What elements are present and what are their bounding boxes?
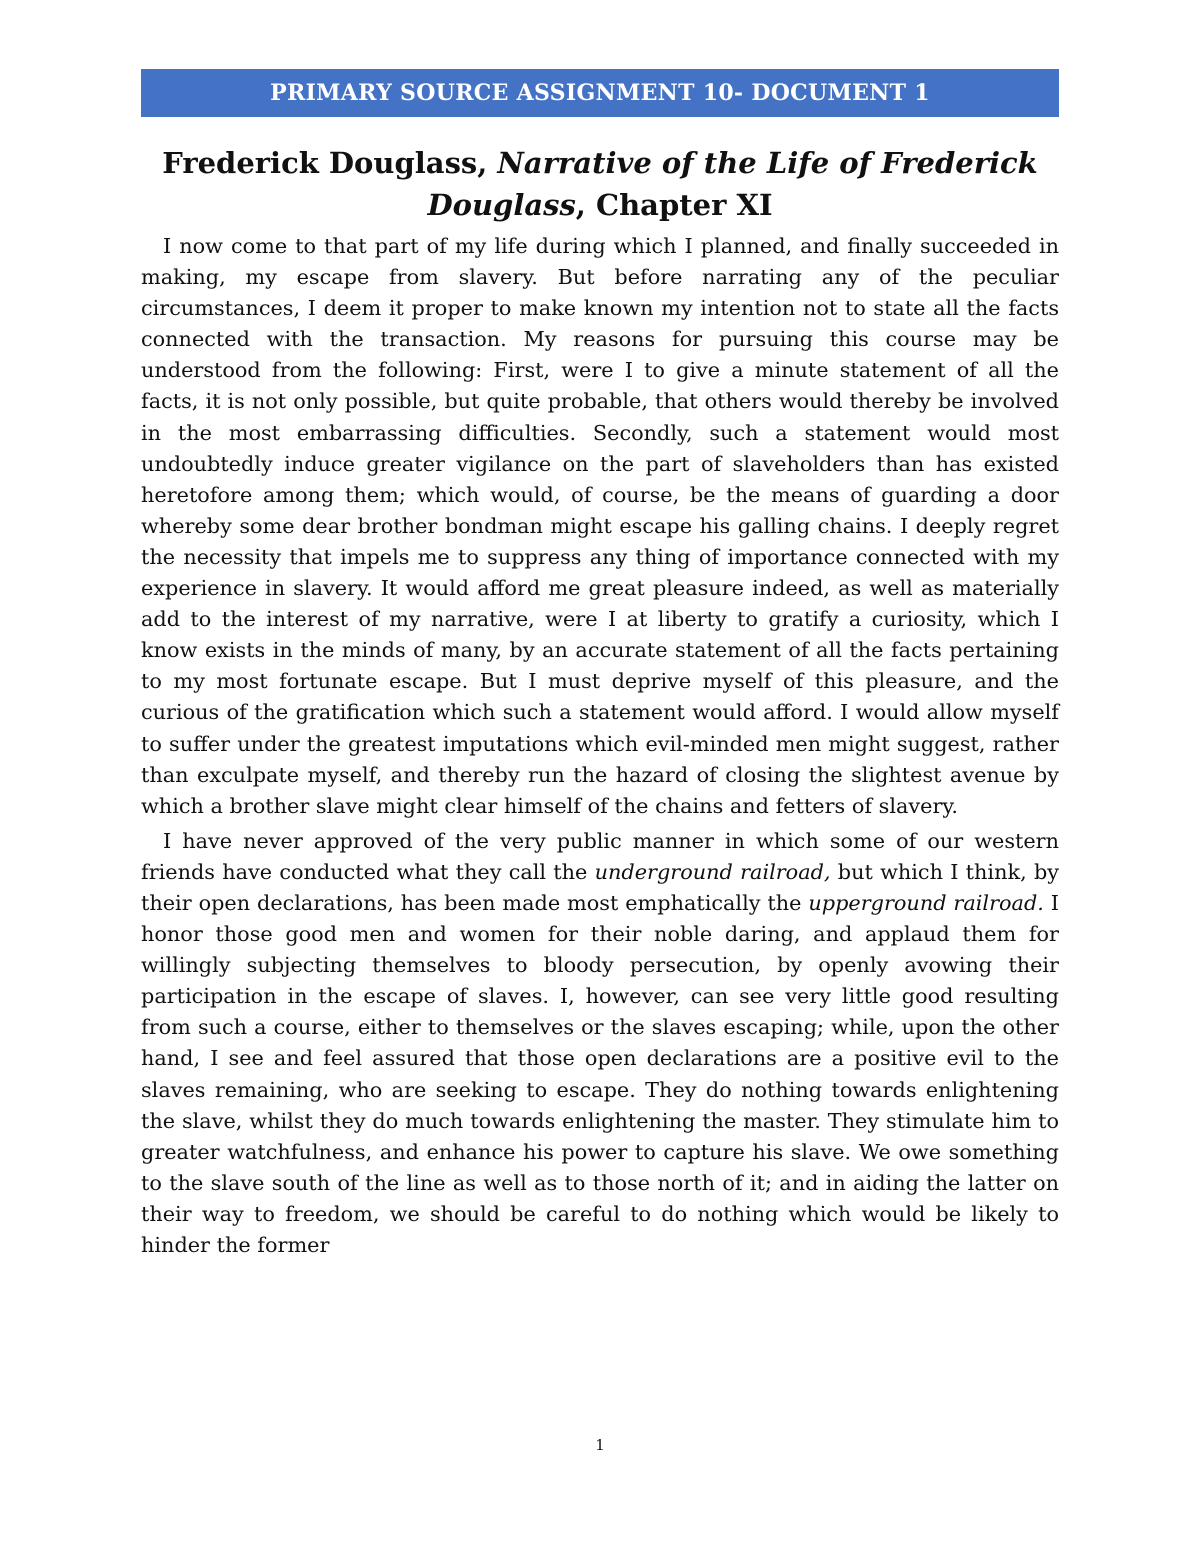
paragraph-1: I now come to that part of my life during which I planned, and finally succeeded in making, my escape from slavery. But before narrating any of the peculiar circumstances, I deem it proper to make known my intention not to state all the facts connected with the transaction. My reasons for pursuing this course may be understood from the following: First, were I to give a minute statement of all the facts, it is not only possible, but quite probable, that others would thereby be involved in the most embarrassing difficulties. Secondly, such a statement would most undoubtedly induce greater vigilance on the part of slaveholders than has existed heretofore among them; which would, of course, be the means of guarding a door whereby some dear brother bondman might escape his galling chains. I deeply regret the necessity that impels me to suppress any thing of importance connected with my experience in slavery. It would afford me great pleasure indeed, as well as materially add to the interest of my narrative, were I at liberty to gratify a curiosity, which I know exists in the minds of many, by an accurate statement of all the facts pertaining to my most fortunate escape. But I must deprive myself of this pleasure, and the curious of the gratification which such a statement would afford. I would allow myself to suffer under the greatest imputations which evil-minded men might suggest, rather than exculpate myself, and thereby run the hazard of closing the slightest avenue by which a brother slave might clear himself of the chains and fetters of slavery.	[141, 234, 1059, 818]
title-author: Frederick Douglass,	[162, 146, 498, 180]
title-separator: ,	[575, 188, 596, 222]
title-chapter: Chapter XI	[596, 188, 773, 222]
upperground-railroad-emphasis: upperground railroad.	[808, 890, 1044, 915]
paragraph-2-part-1: I have never approved of the very public manner in which some of our western friends have conducted what they call the	[141, 828, 1059, 884]
paragraph-2	[141, 826, 1059, 1261]
document-title	[141, 142, 1059, 226]
document-body	[141, 231, 1059, 1261]
paragraph-2-part-3: I honor those good men and women for their noble daring, and applaud them for willingly subjecting themselves to bloody persecution, by openly avowing their participation in the escape of slaves. I, however, can see very little good resulting from such a course, either to themselves or the slaves escaping; while, upon the other hand, I see and feel assured that those open declarations are a positive evil to the slaves remaining, who are seeking to escape. They do nothing towards enlightening the slave, whilst they do much towards enlightening the master. They stimulate him to greater watchfulness, and enhance his power to capture his slave. We owe something to the slave south of the line as well as to those north of it; and in aiding the latter on their way to freedom, we should be careful to do nothing which would be likely to hinder the former	[141, 890, 1060, 1257]
page-number: 1	[595, 1436, 605, 1454]
underground-railroad-emphasis: underground railroad,	[594, 859, 831, 884]
assignment-header-banner	[141, 69, 1059, 117]
title-work: Narrative of the Life of Frederick Douglass	[427, 146, 1038, 222]
assignment-header-text: PRIMARY SOURCE ASSIGNMENT 10- DOCUMENT 1	[270, 80, 930, 106]
paragraph-2-part-2: but which I think, by their open declarations, has been made most emphatically the	[141, 859, 1060, 915]
